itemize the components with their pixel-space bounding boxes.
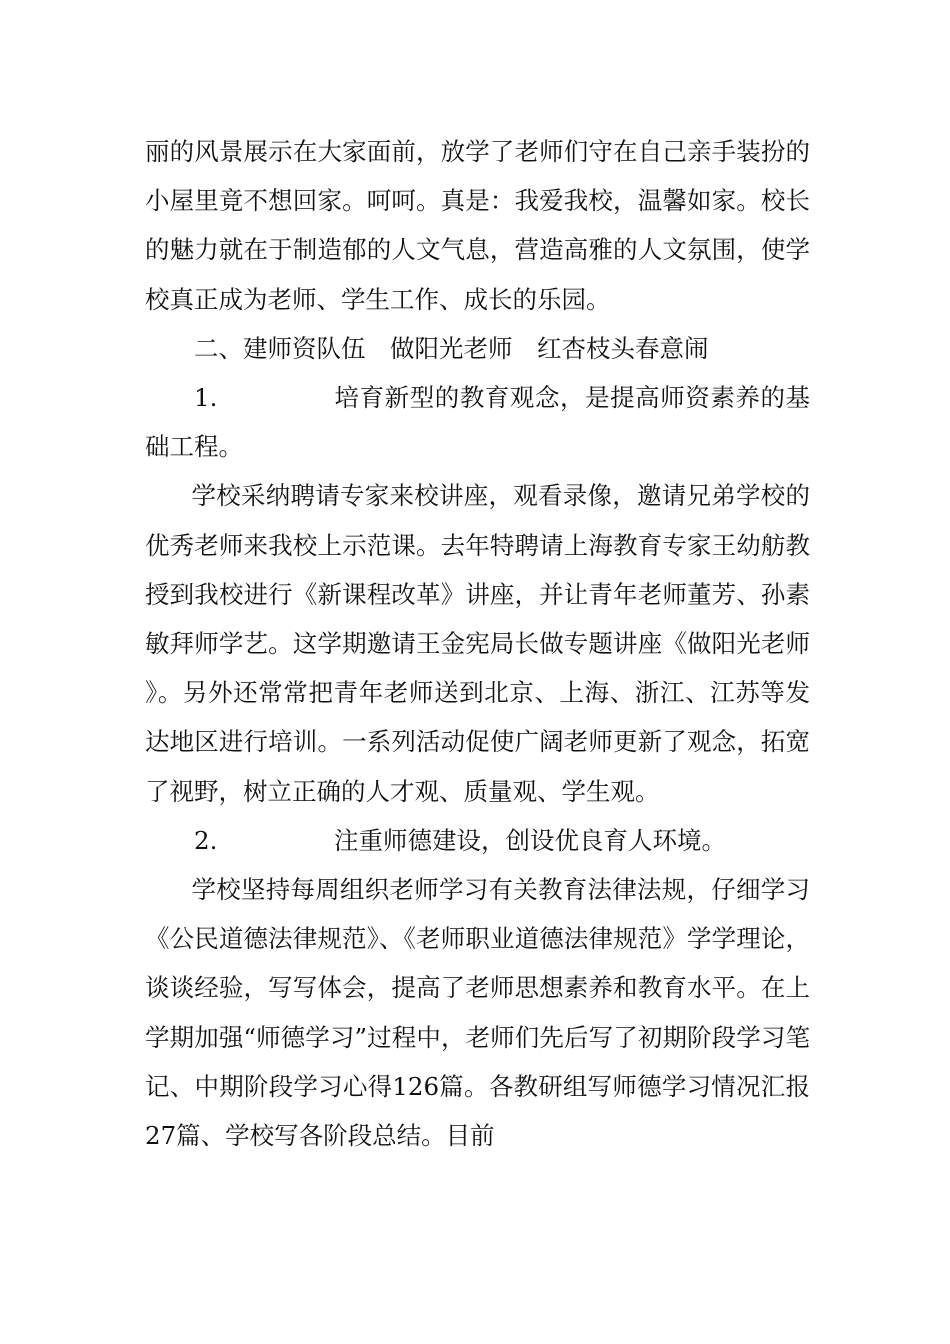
document-page — [145, 127, 810, 1160]
list-item-2-number: 2. — [194, 825, 218, 855]
list-item-1-text: 培育新型的教育观念，是提高师资素养的基础工程。 — [145, 383, 810, 462]
list-item-1 — [145, 373, 810, 471]
paragraph-1: 丽的风景展示在大家面前，放学了老师们守在自己亲手装扮的小屋里竟不想回家。呵呵。真是：我爱我校，温馨如家。校长的魅力就在于制造郁的人文气息，营造高雅的人文氛围，使学校真正成为老师、学生工作、成长的乐园。 — [145, 137, 810, 314]
list-item-2-text: 注重师德建设，创设优良育人环境。 — [334, 825, 726, 855]
list-item-1-number: 1. — [194, 383, 218, 413]
paragraph-3: 学校坚持每周组织老师学习有关教育法律法规，仔细学习《公民道德法律规范》、《老师职业道德法律规范》学学理论，谈谈经验，写写体会，提高了老师思想素养和教育水平。在上学期加强“师德学习”过程中，老师们先后写了初期阶段学习笔记、中期阶段学习心得126篇。各教研组写师德学习情况汇报27篇、学校写各阶段总结。目前 — [145, 875, 810, 1151]
list-item-2 — [145, 816, 810, 865]
paragraph-2: 学校采纳聘请专家来校讲座，观看录像，邀请兄弟学校的优秀老师来我校上示范课。去年特聘请上海教育专家王幼舫教授到我校进行《新课程改革》讲座，并让青年老师董芳、孙素敏拜师学艺。这学期邀请王金宪局长做专题讲座《做阳光老师》。另外还常常把青年老师送到北京、上海、浙江、江苏等发达地区进行培训。一系列活动促使广阔老师更新了观念，拓宽了视野，树立正确的人才观、质量观、学生观。 — [145, 481, 810, 806]
section-heading: 二、建师资队伍 做阳光老师 红杏枝头春意闹 — [194, 333, 709, 363]
